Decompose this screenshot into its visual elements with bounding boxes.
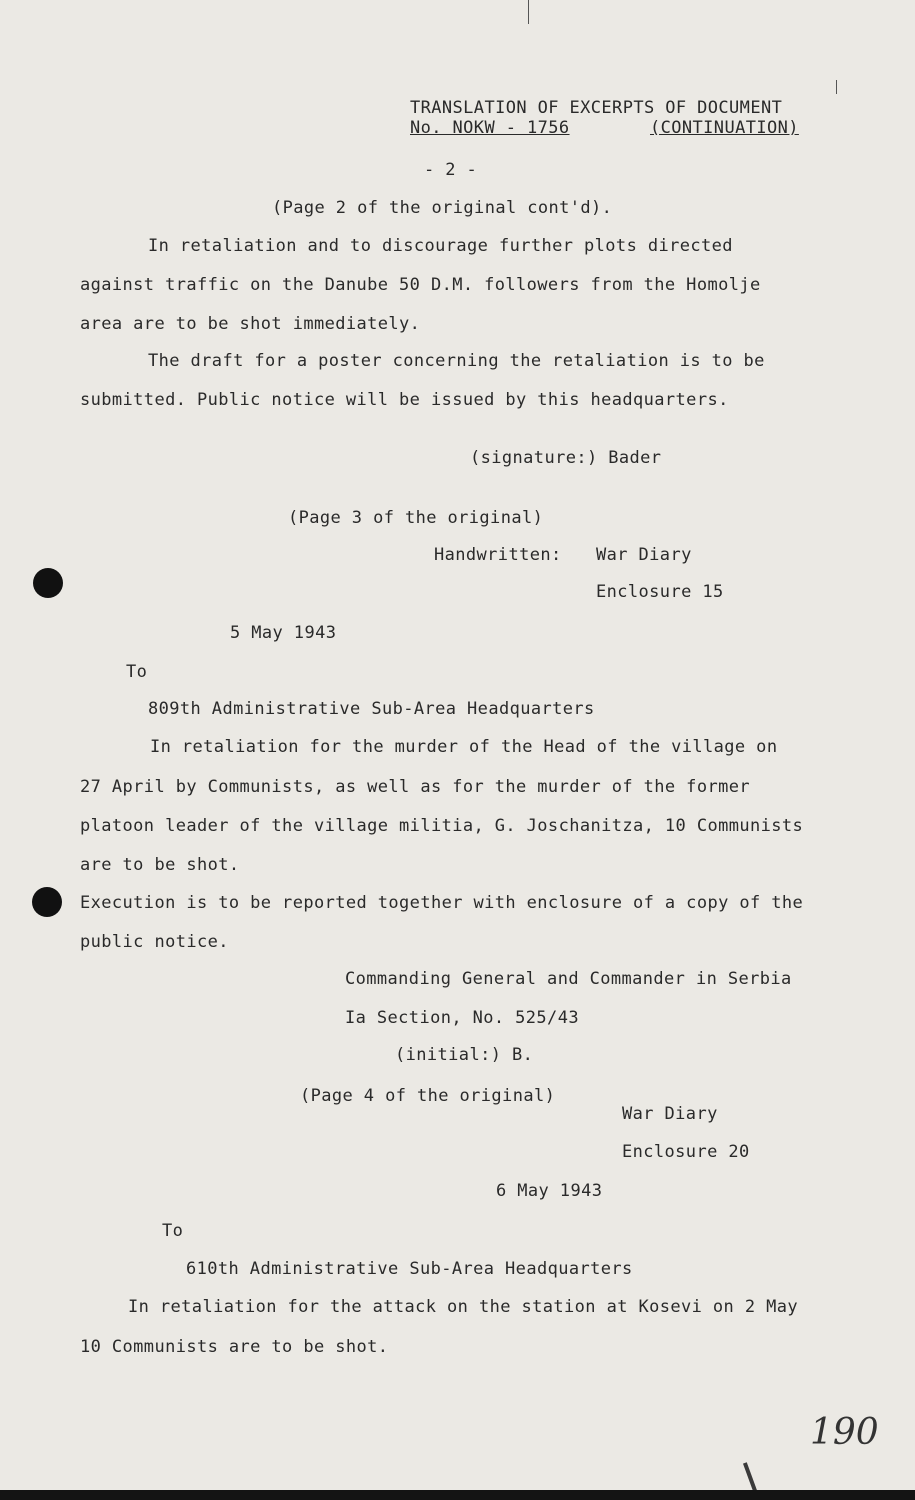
page4-heading: (Page 4 of the original) xyxy=(300,1086,556,1106)
page3-sign-line3: (initial:) B. xyxy=(395,1045,534,1065)
page3-p1-line2: 27 April by Communists, as well as for the murder of the former xyxy=(80,777,750,797)
scan-mark xyxy=(743,1462,757,1492)
punch-hole-icon xyxy=(32,887,62,917)
page2-p2-line1: The draft for a poster concerning the retaliation is to be xyxy=(148,351,765,371)
page3-war-diary: War Diary xyxy=(596,545,692,565)
page3-enclosure: Enclosure 15 xyxy=(596,582,724,602)
page3-date: 5 May 1943 xyxy=(230,623,337,643)
page2-p1-line1: In retaliation and to discourage further plots directed xyxy=(148,236,733,256)
page4-war-diary: War Diary xyxy=(622,1104,718,1124)
page3-p2-line1: Execution is to be reported together with enclosure of a copy of the xyxy=(80,893,804,913)
scan-mark xyxy=(836,80,837,94)
page3-p2-line2: public notice. xyxy=(80,932,229,952)
page3-handwritten-label: Handwritten: xyxy=(434,545,562,565)
page2-signature: (signature:) Bader xyxy=(470,448,662,468)
page3-sign-line1: Commanding General and Commander in Serbia xyxy=(345,969,792,989)
punch-hole-icon xyxy=(33,568,63,598)
page3-p1-line4: are to be shot. xyxy=(80,855,240,875)
page3-sign-line2: Ia Section, No. 525/43 xyxy=(345,1008,579,1028)
page3-to: To xyxy=(126,662,148,682)
page4-addressee: 610th Administrative Sub-Area Headquarters xyxy=(186,1259,633,1279)
page4-p1-line1: In retaliation for the attack on the station at Kosevi on 2 May xyxy=(128,1297,798,1317)
page2-heading: (Page 2 of the original cont'd). xyxy=(272,198,613,218)
page3-heading: (Page 3 of the original) xyxy=(288,508,544,528)
page4-date: 6 May 1943 xyxy=(496,1181,603,1201)
scan-bottom-edge xyxy=(0,1490,915,1500)
page3-addressee: 809th Administrative Sub-Area Headquarters xyxy=(148,699,595,719)
handwritten-page-number: 190 xyxy=(810,1412,879,1453)
page4-p1-line2: 10 Communists are to be shot. xyxy=(80,1337,389,1357)
scan-mark xyxy=(528,0,529,24)
page3-p1-line1: In retaliation for the murder of the Head of the village on xyxy=(150,737,778,757)
page-marker: - 2 - xyxy=(424,160,478,180)
header-title: TRANSLATION OF EXCERPTS OF DOCUMENT xyxy=(410,98,783,118)
page4-to: To xyxy=(162,1221,184,1241)
page2-p1-line2: against traffic on the Danube 50 D.M. followers from the Homolje xyxy=(80,275,761,295)
document-number: No. NOKW - 1756 xyxy=(410,118,570,138)
page4-enclosure: Enclosure 20 xyxy=(622,1142,750,1162)
page3-p1-line3: platoon leader of the village militia, G. Joschanitza, 10 Communists xyxy=(80,816,804,836)
page2-p1-line3: area are to be shot immediately. xyxy=(80,314,421,334)
page2-p2-line2: submitted. Public notice will be issued by this headquarters. xyxy=(80,390,729,410)
continuation-label: (CONTINUATION) xyxy=(650,118,799,138)
